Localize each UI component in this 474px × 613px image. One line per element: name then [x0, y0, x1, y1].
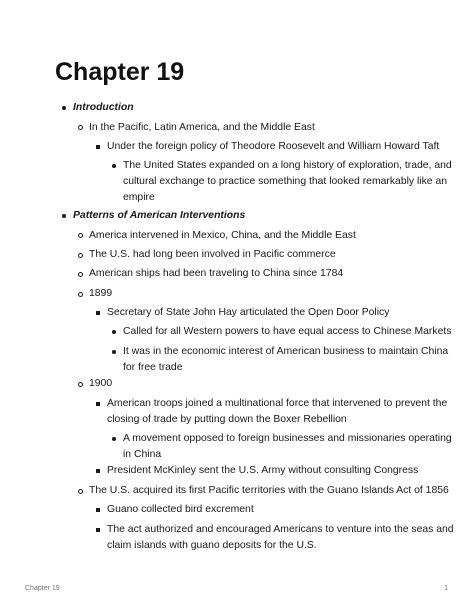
list-item: American troops joined a multinational force that intervened to prevent the — [107, 398, 448, 409]
page-number: 1 — [444, 585, 448, 592]
list-item: The U.S. had long been involved in Pacific commerce — [89, 249, 336, 260]
bullet-square-icon — [96, 469, 100, 473]
bullet-ring-icon — [78, 292, 83, 297]
bullet-square-icon — [96, 508, 100, 512]
list-item: The act authorized and encouraged Americans to venture into the seas and — [107, 524, 454, 535]
section-heading-patterns: Patterns of American Interventions — [73, 210, 246, 221]
list-item: America intervened in Mexico, China, and the Middle East — [89, 230, 356, 241]
bullet-square-icon — [96, 528, 100, 532]
bullet-square-icon — [96, 402, 100, 406]
bullet-disc-icon — [112, 350, 116, 354]
list-item: Guano collected bird excrement — [107, 504, 254, 515]
list-item: President McKinley sent the U.S. Army without consulting Congress — [107, 465, 419, 476]
bullet-disc-icon — [62, 106, 66, 110]
list-item: Called for all Western powers to have equal access to Chinese Markets — [123, 326, 452, 337]
list-item-continuation: closing of trade by putting down the Boxer Rebellion — [107, 414, 347, 425]
page-title: Chapter 19 — [55, 58, 185, 86]
list-item: The U.S. acquired its first Pacific territories with the Guano Islands Act of 1856 — [89, 485, 449, 496]
list-item-continuation: for free trade — [123, 362, 183, 373]
bullet-ring-icon — [78, 233, 83, 238]
list-item: American ships had been traveling to China since 1784 — [89, 268, 344, 279]
bullet-square-icon — [96, 311, 100, 315]
list-item: Secretary of State John Hay articulated the Open Door Policy — [107, 307, 390, 318]
list-item: The United States expanded on a long history of exploration, trade, and — [123, 160, 452, 171]
list-item-continuation: empire — [123, 192, 155, 203]
list-item: In the Pacific, Latin America, and the Middle East — [89, 122, 315, 133]
list-item-continuation: in China — [123, 449, 162, 460]
list-item: Under the foreign policy of Theodore Roosevelt and William Howard Taft — [107, 141, 440, 152]
list-item-continuation: claim islands with guano deposits for the U.S. — [107, 540, 317, 551]
list-item: A movement opposed to foreign businesses and missionaries operating — [123, 433, 452, 444]
bullet-ring-icon — [78, 382, 83, 387]
bullet-ring-icon — [78, 125, 83, 130]
list-item-continuation: cultural exchange to practice something that looked remarkably like an — [123, 176, 448, 187]
bullet-disc-icon — [112, 164, 116, 168]
bullet-ring-icon — [78, 489, 83, 494]
bullet-square-icon — [96, 145, 100, 149]
list-item: It was in the economic interest of American business to maintain China — [123, 346, 449, 357]
bullet-ring-icon — [78, 253, 83, 258]
section-heading-introduction: Introduction — [73, 102, 134, 113]
footer-chapter-label: Chapter 19 — [25, 585, 60, 592]
list-item: 1900 — [89, 378, 113, 389]
bullet-disc-icon — [62, 214, 66, 218]
list-item: 1899 — [89, 288, 113, 299]
bullet-ring-icon — [78, 272, 83, 277]
bullet-disc-icon — [112, 437, 116, 441]
bullet-disc-icon — [112, 330, 116, 334]
